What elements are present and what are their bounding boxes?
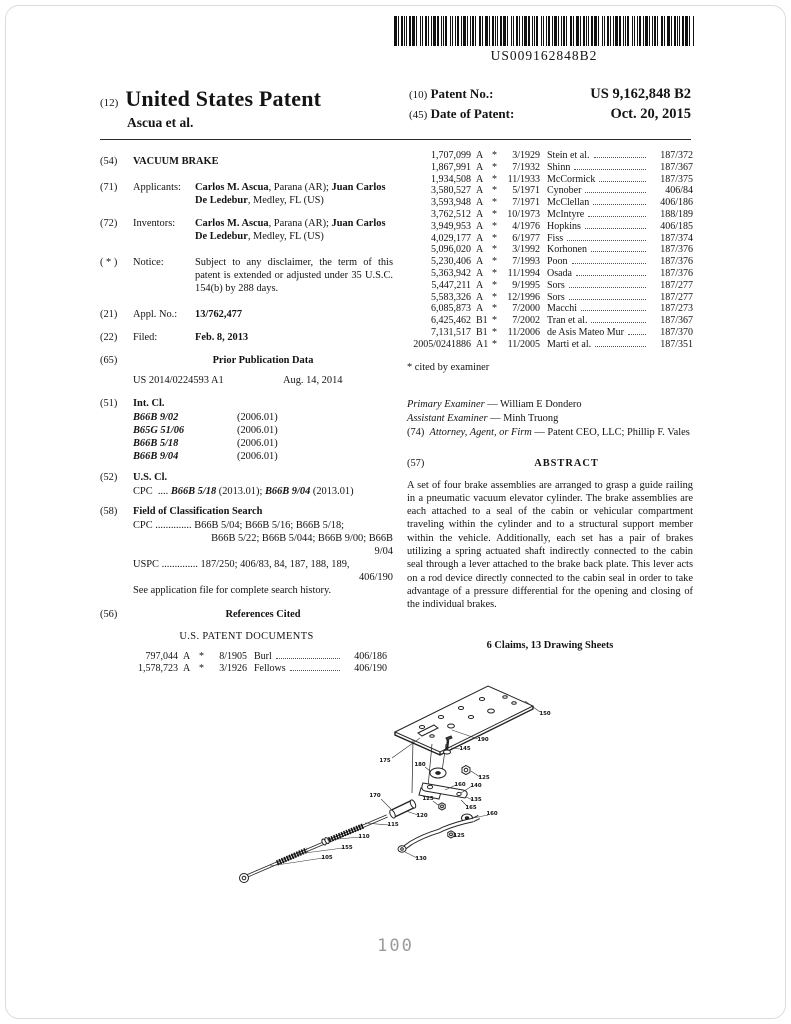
kind-code-prefix: (12) xyxy=(100,97,119,109)
right-column xyxy=(407,150,693,652)
dotted-leader xyxy=(595,346,646,347)
reference-row: 5,447,211 A * 9/1995 Sors 187/277 xyxy=(431,279,693,291)
reference-row: 1,867,991 A * 7/1932 Shinn 187/367 xyxy=(431,161,693,173)
document-header xyxy=(100,86,691,131)
int-cl-rows xyxy=(100,411,393,463)
svg-text:160: 160 xyxy=(486,811,498,817)
notice-section: ( * ) Notice: Subject to any disclaimer, the term of this patent is extended or adjusted under 35 U.S.C. 154(b) by 288 days. xyxy=(100,257,393,294)
appl-no-label: Appl. No.: xyxy=(133,309,178,320)
reference-row: 7,131,517 B1 * 11/2006 de Asis Mateo Mur 187/370 xyxy=(431,326,693,338)
claims-line: 6 Claims, 13 Drawing Sheets xyxy=(486,639,614,651)
reference-row: 5,363,942 A * 11/1994 Osada 187/376 xyxy=(431,267,693,279)
dotted-leader xyxy=(591,322,646,323)
patent-no-label: (10) Patent No.: xyxy=(409,86,494,101)
notice-text: Subject to any disclaimer, the term of this patent is extended or adjusted under 35 U.S.C. 154(b) by 288 days. xyxy=(195,257,393,294)
dotted-leader xyxy=(585,192,646,193)
dotted-leader xyxy=(567,240,646,241)
primary-examiner-line: Primary Examiner — William E Dondero xyxy=(407,398,582,410)
reference-row: 4,029,177 A * 6/1977 Fiss 187/374 xyxy=(431,232,693,244)
applicants-label: Applicants: xyxy=(133,182,181,193)
svg-text:160: 160 xyxy=(454,782,466,788)
publication-number: US 2014/0224593 A1 xyxy=(133,375,224,386)
dotted-leader xyxy=(581,310,646,311)
svg-text:120: 120 xyxy=(416,813,428,819)
header-divider xyxy=(100,139,691,140)
invention-title-section: (54) VACUUM BRAKE xyxy=(100,156,219,167)
date-of-patent-label: (45) Date of Patent: xyxy=(409,106,515,121)
dotted-leader xyxy=(588,216,646,217)
abstract-heading-row: (57) ABSTRACT xyxy=(407,457,693,470)
inventors-value: Carlos M. Ascua, Parana (AR); Juan Carlos De Ledebur, Medley, FL (US) xyxy=(195,218,386,242)
field-search-line: 9/04 xyxy=(374,546,393,557)
references-cited-section: (56) References Cited xyxy=(100,608,393,621)
int-cl-row: B66B 5/18 (2006.01) xyxy=(133,438,278,449)
int-cl-heading: Int. Cl. xyxy=(133,398,165,409)
publication-date: Aug. 14, 2014 xyxy=(283,375,343,386)
field-search-lines xyxy=(133,519,393,597)
barcode xyxy=(388,16,700,64)
svg-text:105: 105 xyxy=(321,855,333,861)
dotted-leader xyxy=(569,287,646,288)
date-of-patent-value: Oct. 20, 2015 xyxy=(610,106,691,122)
dotted-leader xyxy=(276,658,340,659)
svg-text:115: 115 xyxy=(387,822,399,828)
reference-row: 797,044 A * 8/1905 Burl 406/186 xyxy=(145,651,387,662)
reference-row: 3,762,512 A * 10/1973 McIntyre 188/189 xyxy=(431,208,693,220)
reference-row: 2005/0241886 A1 * 11/2005 Marti et al. 187/351 xyxy=(413,338,693,350)
inventors-label: Inventors: xyxy=(133,218,176,229)
abstract-heading: ABSTRACT xyxy=(534,457,599,469)
figure-drawing xyxy=(240,686,534,883)
patent-figure-exploded-view xyxy=(225,670,570,895)
reference-row: 1,934,508 A * 11/1933 McCormick 187/375 xyxy=(431,173,693,185)
int-cl-row: B66B 9/02 (2006.01) xyxy=(133,412,278,423)
patent-no-value: US 9,162,848 B2 xyxy=(590,86,691,102)
reference-row: 3,580,527 A * 5/1971 Cynober 406/84 xyxy=(431,185,693,197)
svg-text:165: 165 xyxy=(465,805,477,811)
abstract-text: A set of four brake assemblies are arranged to grasp a guide railing in a pneumatic vacuum elevator cylinder. The brake assemblies are each attached to a seal of the cabin or vehicular compartment traveling within the cylinder and to a structural support member within the vehicle. Additionally, each set has a pair of brakes utilizing a spring actuated shaft indirectly connected to the cabin seal through a lever attached to the brake back plate. This lever acts on a rod device directly connected to the cabin seal in order to take advantage of a pressure differential for the opening and closing of the individual brakes. xyxy=(407,479,693,611)
field-search-line: 406/190 xyxy=(358,572,393,583)
svg-text:175: 175 xyxy=(379,758,391,764)
header-right xyxy=(409,86,691,131)
prior-pub-heading: Prior Publication Data xyxy=(212,355,314,366)
filed-value: Feb. 8, 2013 xyxy=(195,332,249,343)
filed-label: Filed: xyxy=(133,332,158,343)
applicants-section: (71) Applicants: Carlos M. Ascua, Parana (AR); Juan Carlos De Ledebur, Medley, FL (US) xyxy=(100,181,393,207)
svg-text:135: 135 xyxy=(470,797,482,803)
page-title: United States Patent xyxy=(125,86,322,111)
dotted-leader xyxy=(594,157,647,158)
reference-row: 1,578,723 A * 3/1926 Fellows 406/190 xyxy=(138,662,387,674)
attorney-line: (74) Attorney, Agent, or Firm — Patent CEO, LLC; Phillip F. Vales xyxy=(407,426,690,438)
appl-no-section: (21) Appl. No.: 13/762,477 xyxy=(100,308,393,321)
left-column xyxy=(100,155,393,675)
prior-pub-row xyxy=(133,374,393,387)
field-search-section: (58) Field of Classification Search xyxy=(100,506,263,517)
dotted-leader xyxy=(599,181,646,182)
applicants-value: Carlos M. Ascua, Parana (AR); Juan Carlos De Ledebur, Medley, FL (US) xyxy=(195,182,386,206)
int-cl-section: (51) Int. Cl. xyxy=(100,398,165,409)
prior-pub-section: (65) Prior Publication Data xyxy=(100,354,393,367)
barcode-text: US009162848B2 xyxy=(490,48,598,63)
svg-text:150: 150 xyxy=(539,711,551,717)
svg-text:110: 110 xyxy=(358,834,370,840)
int-cl-row: B66B 9/04 (2006.01) xyxy=(133,451,278,462)
field-search-line: USPC .............. 187/250; 406/83, 84, 187, 188, 189, xyxy=(133,559,350,570)
svg-text:125: 125 xyxy=(478,775,490,781)
int-cl-row: B65G 51/06 (2006.01) xyxy=(133,425,278,436)
references-table-right xyxy=(407,150,693,351)
field-search-line: CPC .............. B66B 5/04; B66B 5/16; B66B 5/18; xyxy=(133,520,345,531)
us-cl-cpc-line: CPC .... B66B 5/18 (2013.01); B66B 9/04 (2013.01) xyxy=(133,486,354,497)
reference-row: 6,425,462 B1 * 7/2002 Tran et al. 187/367 xyxy=(431,315,693,327)
field-search-line: B66B 5/22; B66B 5/044; B66B 9/00; B66B xyxy=(211,533,393,544)
reference-row: 5,230,406 A * 7/1993 Poon 187/376 xyxy=(431,256,693,268)
us-patent-documents-heading: U.S. PATENT DOCUMENTS xyxy=(179,631,314,642)
us-cl-section: (52) U.S. Cl. xyxy=(100,472,168,483)
assistant-examiner-line: Assistant Examiner — Minh Truong xyxy=(407,412,559,424)
inventors-section: (72) Inventors: Carlos M. Ascua, Parana (AR); Juan Carlos De Ledebur, Medley, FL (US) xyxy=(100,217,393,243)
dotted-leader xyxy=(593,204,646,205)
dotted-leader xyxy=(628,334,646,335)
reference-row: 5,583,326 A * 12/1996 Sors 187/277 xyxy=(431,291,693,303)
svg-text:125: 125 xyxy=(453,833,465,839)
svg-text:155: 155 xyxy=(341,845,353,851)
dotted-leader xyxy=(576,275,646,276)
examiner-block xyxy=(407,398,693,439)
inventor-line: Ascua et al. xyxy=(127,115,194,130)
reference-row: 1,707,099 A * 3/1929 Stein et al. 187/372 xyxy=(431,150,693,161)
cited-by-examiner-note: * cited by examiner xyxy=(407,361,490,373)
header-left xyxy=(100,86,321,131)
svg-text:180: 180 xyxy=(414,762,426,768)
reference-row: 5,096,020 A * 3/1992 Korhonen 187/376 xyxy=(431,244,693,256)
notice-label: Notice: xyxy=(133,257,164,268)
svg-text:140: 140 xyxy=(470,783,482,789)
reference-row: 3,593,948 A * 7/1971 McClellan 406/186 xyxy=(431,197,693,209)
svg-text:130: 130 xyxy=(415,856,427,862)
svg-text:125: 125 xyxy=(422,796,434,802)
svg-text:190: 190 xyxy=(477,737,489,743)
page-number: 100 xyxy=(377,936,414,956)
appl-no-value: 13/762,477 xyxy=(195,309,243,320)
reference-row: 3,949,953 A * 4/1976 Hopkins 406/185 xyxy=(431,220,693,232)
field-search-line: See application file for complete search history. xyxy=(133,585,332,596)
dotted-leader xyxy=(574,169,646,170)
filed-section: (22) Filed: Feb. 8, 2013 xyxy=(100,331,393,344)
reference-row: 6,085,873 A * 7/2000 Macchi 187/273 xyxy=(431,303,693,315)
us-cl-heading: U.S. Cl. xyxy=(133,472,168,483)
dotted-leader xyxy=(569,299,646,300)
svg-text:145: 145 xyxy=(459,746,471,752)
barcode-bars-icon xyxy=(388,16,700,46)
dotted-leader xyxy=(572,263,646,264)
references-cited-heading: References Cited xyxy=(225,609,301,620)
svg-text:170: 170 xyxy=(369,793,381,799)
invention-title: VACUUM BRAKE xyxy=(133,156,219,167)
dotted-leader xyxy=(591,251,646,252)
dotted-leader xyxy=(585,228,646,229)
field-search-heading: Field of Classification Search xyxy=(133,506,263,517)
